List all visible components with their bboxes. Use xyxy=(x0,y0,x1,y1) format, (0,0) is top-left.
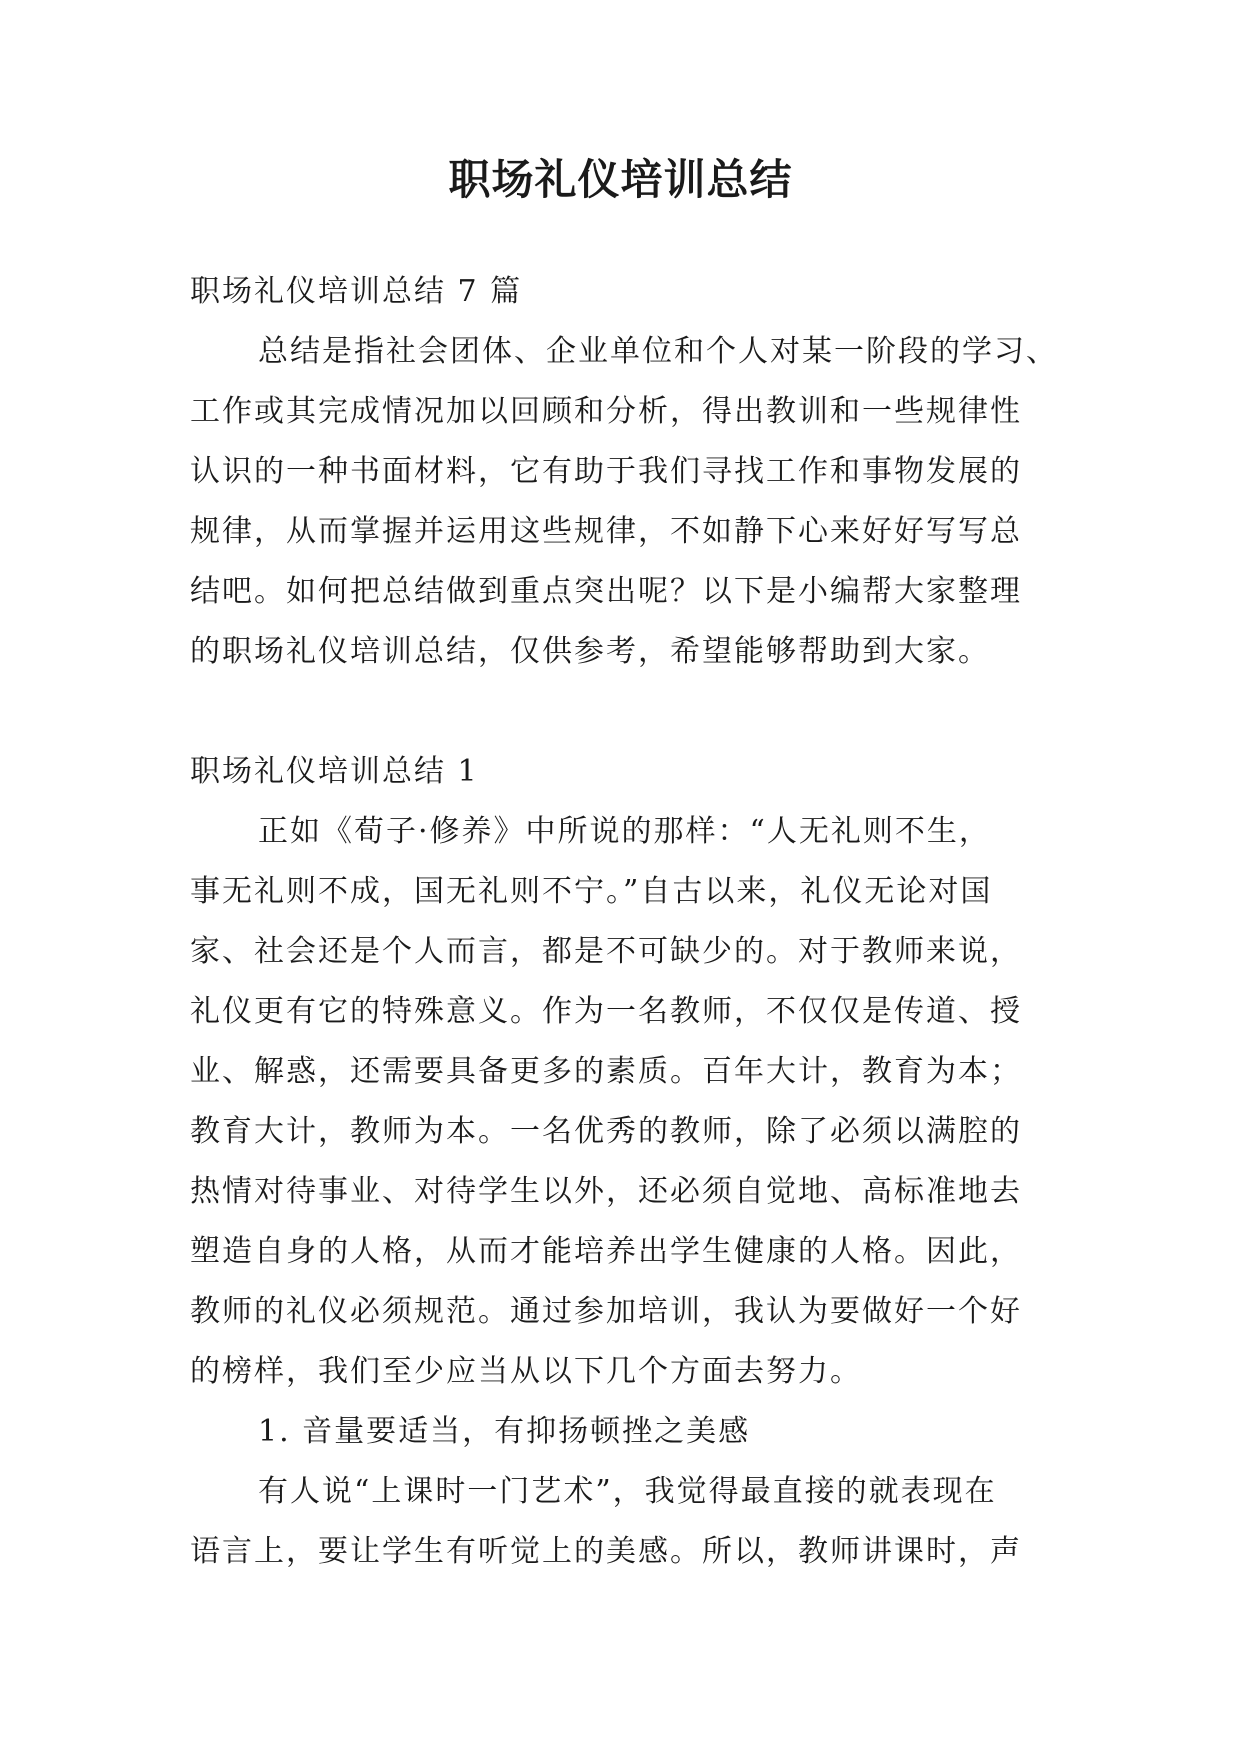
intro-line: 的职场礼仪培训总结，仅供参考，希望能够帮助到大家。 xyxy=(190,634,990,669)
point-heading: 1. 音量要适当，有抑扬顿挫之美感 xyxy=(258,1414,751,1449)
section-line: 的榜样，我们至少应当从以下几个方面去努力。 xyxy=(190,1354,862,1389)
intro-line: 工作或其完成情况加以回顾和分析，得出教训和一些规律性 xyxy=(190,394,1022,429)
section-line: 业、解惑，还需要具备更多的素质。百年大计，教育为本； xyxy=(190,1054,1022,1089)
section-line: 事无礼则不成，国无礼则不宁。”自古以来，礼仪无论对国 xyxy=(190,874,993,909)
section-line: 家、社会还是个人而言，都是不可缺少的。对于教师来说， xyxy=(190,934,1022,969)
document-subtitle: 职场礼仪培训总结 7 篇 xyxy=(190,274,523,309)
point-line: 有人说“上课时一门艺术”，我觉得最直接的就表现在 xyxy=(258,1474,997,1509)
section-line: 塑造自身的人格，从而才能培养出学生健康的人格。因此， xyxy=(190,1234,1022,1269)
paragraph-gap xyxy=(190,682,1052,742)
section-heading: 职场礼仪培训总结 1 xyxy=(190,754,479,789)
intro-line: 认识的一种书面材料，它有助于我们寻找工作和事物发展的 xyxy=(190,454,1022,489)
section-line: 教师的礼仪必须规范。通过参加培训，我认为要做好一个好 xyxy=(190,1294,1022,1329)
section-line: 礼仪更有它的特殊意义。作为一名教师，不仅仅是传道、授 xyxy=(190,994,1022,1029)
section-line: 正如《荀子·修养》中所说的那样：“人无礼则不生， xyxy=(258,814,991,849)
document-body xyxy=(190,262,1058,1582)
document-title: 职场礼仪培训总结 xyxy=(448,155,793,204)
point-line: 语言上，要让学生有听觉上的美感。所以，教师讲课时，声 xyxy=(190,1534,1022,1569)
intro-line: 总结是指社会团体、企业单位和个人对某一阶段的学习、 xyxy=(258,334,1058,369)
section-line: 热情对待事业、对待学生以外，还必须自觉地、高标准地去 xyxy=(190,1174,1022,1209)
section-line: 教育大计，教师为本。一名优秀的教师，除了必须以满腔的 xyxy=(190,1114,1022,1149)
intro-line: 结吧。如何把总结做到重点突出呢？以下是小编帮大家整理 xyxy=(190,574,1022,609)
intro-line: 规律，从而掌握并运用这些规律，不如静下心来好好写写总 xyxy=(190,514,1022,549)
